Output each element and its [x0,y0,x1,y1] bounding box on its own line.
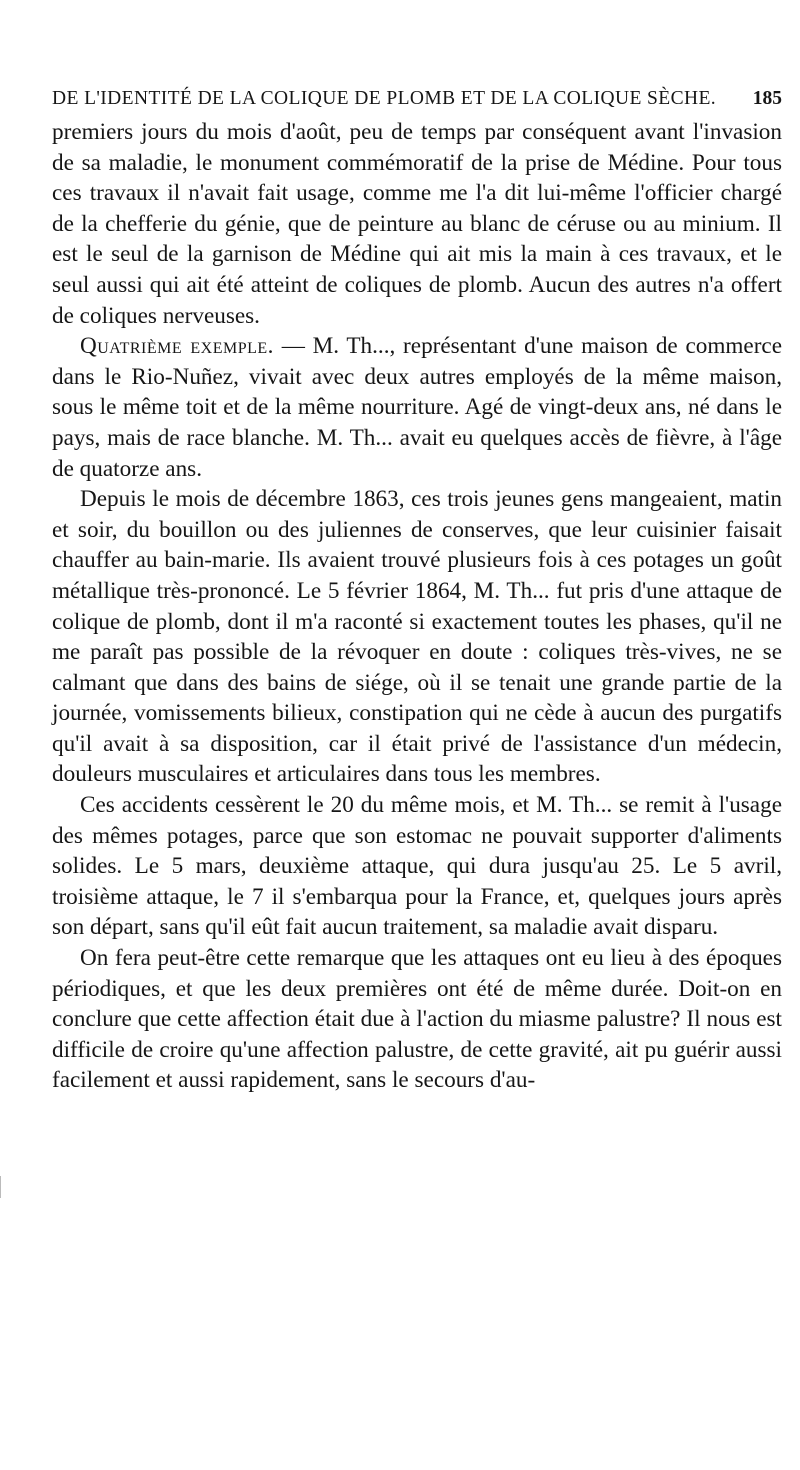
page-number: 185 [752,88,782,109]
running-head [52,88,782,110]
paragraph-text: Depuis le mois de décembre 1863, ces trois jeunes gens mangeaient, matin et soir, du bouillon ou des juliennes de conserves, que leur cuisinier faisait chauffer au bain-marie. Ils avaient trouvé plusieurs fois à ces potages un goût métallique très-prononcé. Le 5 février 1864, M. Th... fut pris d'une attaque de colique de plomb, dont il m'a raconté si exactement toutes les phases, qu'il ne me paraît pas possible de la révoquer en doute : coliques très-vives, ne se calmant que dans des bains de siége, où il se tenait une grande partie de la journée, vomissements bilieux, constipation qui ne cède à aucun des purgatifs qu'il avait à sa disposition, car il était privé de l'assistance d'un médecin, douleurs musculaires et articulaires dans tous les membres. [52,486,782,788]
running-title: DE L'IDENTITÉ DE LA COLIQUE DE PLOMB ET DE LA COLIQUE SÈCHE. [52,88,717,109]
paragraph-text: On fera peut-être cette remarque que les attaques ont eu lieu à des époques périodiques, et que les deux premières ont été de même durée. Doit-on en conclure que cette affection était due à l'action du miasme palustre? Il nous est difficile de croire qu'une affection palustre, de cette gravité, ait pu guérir aussi facilement et aussi rapidement, sans le secours d'au- [52,945,782,1094]
paragraph-recurrence [52,790,782,943]
paragraph-remark [52,943,782,1096]
book-page [52,88,782,1096]
paragraph-text: premiers jours du mois d'août, peu de temps par conséquent avant l'invasion de sa maladie, le monument commémoratif de la prise de Médine. Pour tous ces travaux il n'avait fait usage, comme me l'a dit lui-même l'officier chargé de la chefferie du génie, que de peinture au blanc de céruse ou au minium. Il est le seul de la garnison de Médine qui ait mis la main à ces travaux, et le seul aussi qui ait été atteint de coliques de plomb. Aucun des autres n'a offert de coliques nerveuses. [52,119,782,329]
paragraph-text: Ces accidents cessèrent le 20 du même mois, et M. Th... se remit à l'usage des mêmes potages, parce que son estomac ne pouvait supporter d'aliments solides. Le 5 mars, deuxième attaque, qui dura jusqu'au 25. Le 5 avril, troisième attaque, le 7 il s'embarqua pour la France, et, quelques jours après son départ, sans qu'il eût fait aucun traitement, sa maladie avait disparu. [52,792,782,941]
paragraph-symptoms [52,484,782,790]
paragraph-text: — M. Th..., représentant d'une maison de commerce dans le Rio-Nuñez, vivait avec deux autres employés de la même maison, sous le même toit et de la même nourriture. Agé de vingt-deux ans, né dans le pays, mais de race blanche. M. Th... avait eu quelques accès de fièvre, à l'âge de quatorze ans. [52,333,782,482]
paragraph-fourth-example [52,331,782,484]
margin-mark [0,1176,7,1198]
example-label: Quatrième exemple. [80,333,274,360]
page-body [52,117,782,1096]
paragraph-continued [52,117,782,331]
